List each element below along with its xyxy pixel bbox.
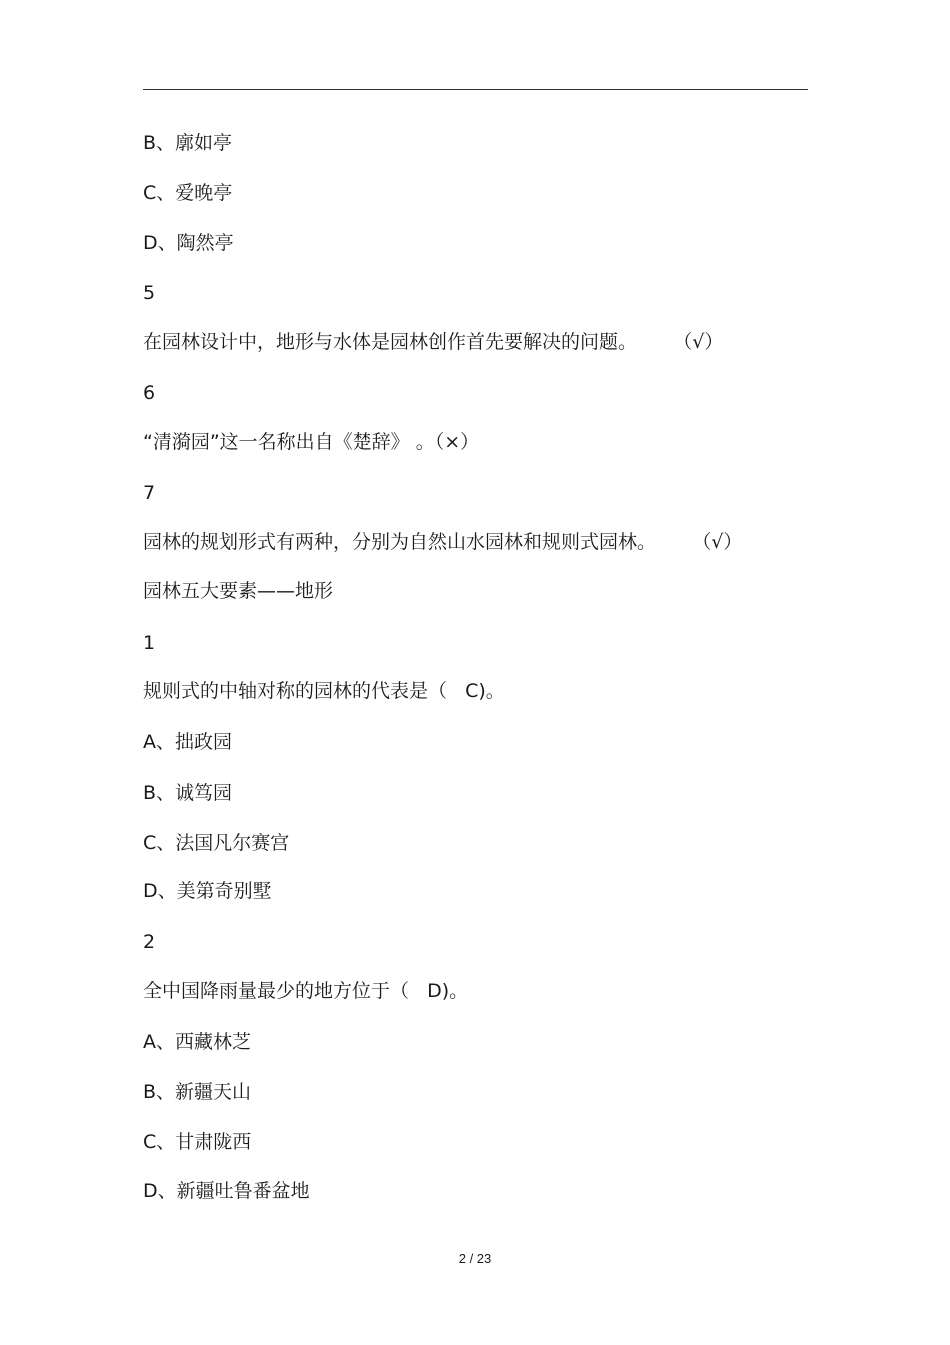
question-text: 全中国降雨量最少的地方位于（ D)。	[143, 980, 469, 1002]
header-rule	[143, 89, 808, 90]
option-line: C、甘肃陇西	[143, 1131, 252, 1153]
option-line: C、爱晚亭	[143, 182, 233, 204]
question-number: 2	[143, 931, 156, 953]
question-text: 园林的规划形式有两种，分别为自然山水园林和规则式园林。 （√）	[143, 531, 743, 553]
question-number: 5	[143, 282, 156, 304]
question-number: 7	[143, 482, 156, 504]
option-line: D、新疆吐鲁番盆地	[143, 1180, 310, 1202]
section-heading: 园林五大要素——地形	[143, 580, 334, 602]
option-line: D、陶然亭	[143, 232, 234, 254]
option-line: C、法国凡尔赛宫	[143, 832, 290, 854]
page-number: 2 / 23	[458, 1251, 492, 1266]
question-text: 规则式的中轴对称的园林的代表是（ C)。	[143, 680, 505, 702]
option-line: B、廓如亭	[143, 132, 233, 154]
question-text: “清漪园”这一名称出自《楚辞》 。（×）	[143, 431, 480, 453]
option-line: B、新疆天山	[143, 1081, 252, 1103]
question-text: 在园林设计中，地形与水体是园林创作首先要解决的问题。 （√）	[143, 331, 724, 353]
option-line: D、美第奇别墅	[143, 880, 272, 902]
option-line: A、西藏林芝	[143, 1031, 251, 1053]
option-line: A、拙政园	[143, 731, 232, 753]
question-number: 1	[143, 632, 156, 654]
option-line: B、诚笃园	[143, 782, 233, 804]
question-number: 6	[143, 382, 156, 404]
